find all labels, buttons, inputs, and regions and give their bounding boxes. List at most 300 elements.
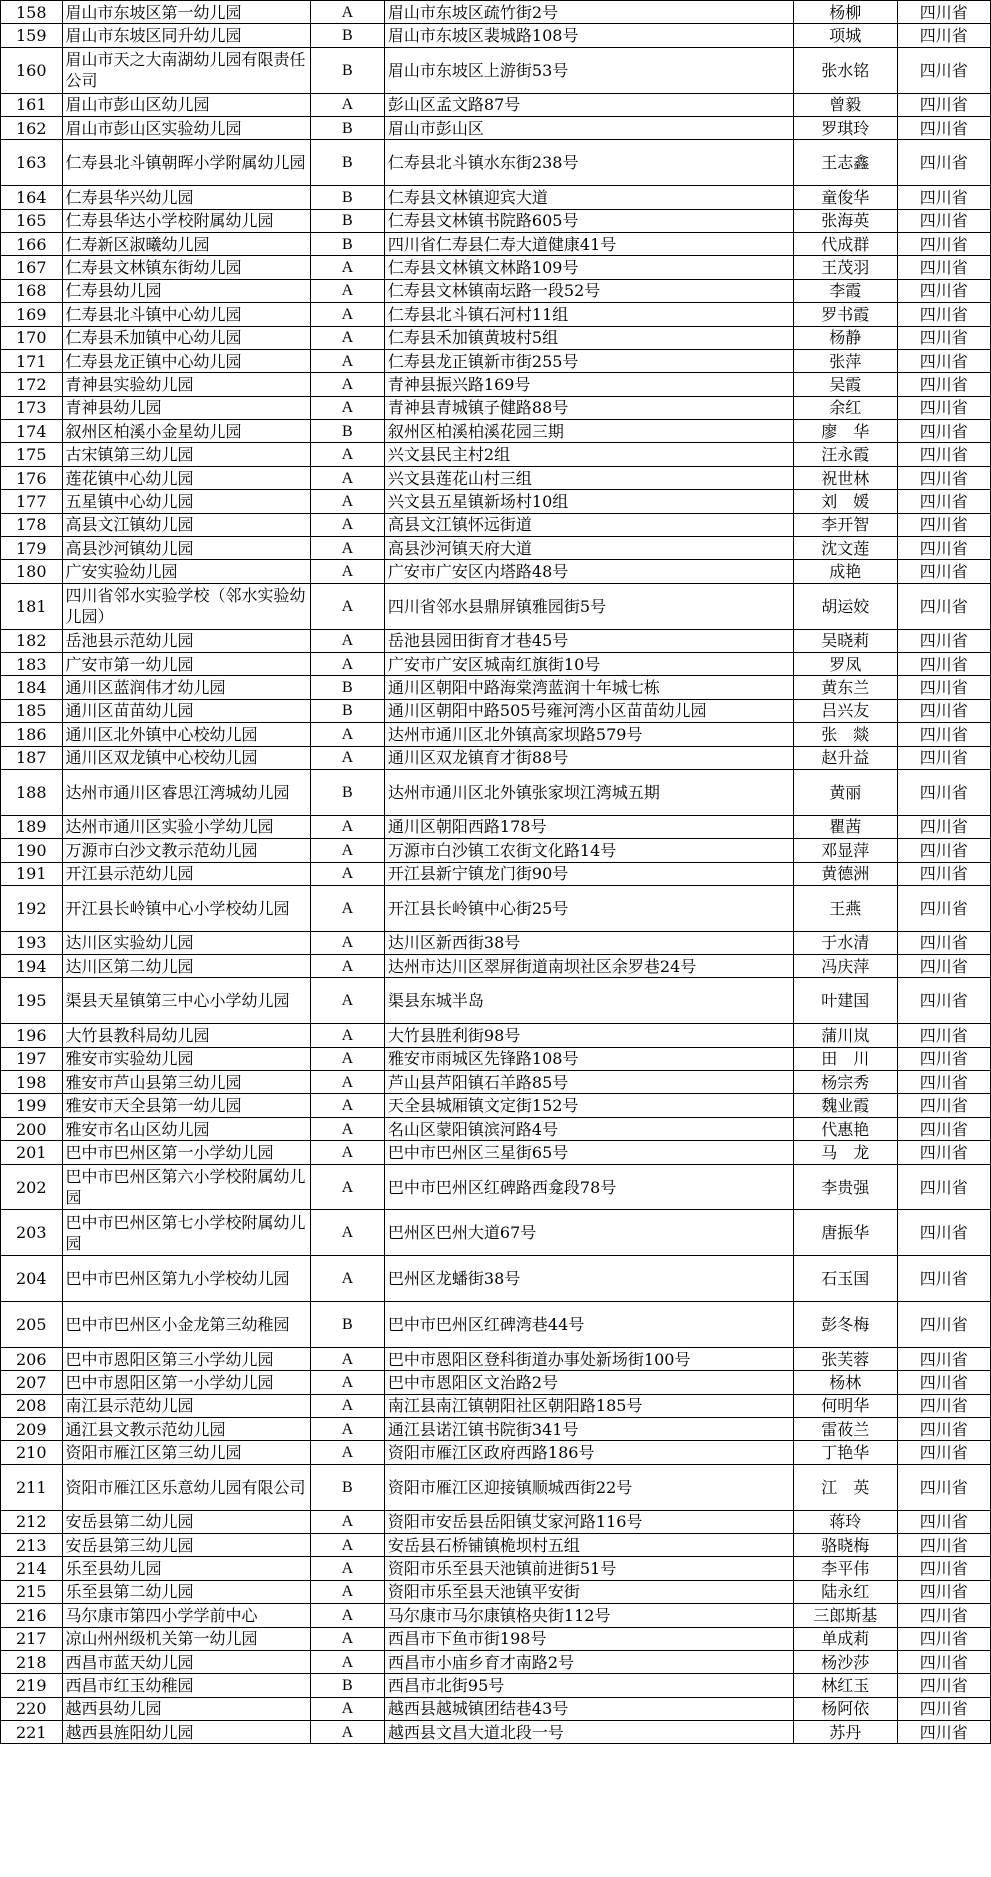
grade-cell: B bbox=[310, 209, 384, 232]
grade-cell: A bbox=[310, 1697, 384, 1720]
province-cell: 四川省 bbox=[897, 931, 990, 954]
province-cell: 四川省 bbox=[897, 1094, 990, 1117]
kindergarten-name-cell: 巴中市恩阳区第一小学幼儿园 bbox=[62, 1371, 310, 1394]
grade-cell: A bbox=[310, 537, 384, 560]
address-cell: 资阳市安岳县岳阳镇艾家河路116号 bbox=[384, 1510, 793, 1533]
address-cell: 资阳市乐至县天池镇前进街51号 bbox=[384, 1557, 793, 1580]
grade-cell: A bbox=[310, 862, 384, 885]
grade-cell: B bbox=[310, 1464, 384, 1510]
contact-person-cell: 雷莜兰 bbox=[793, 1417, 897, 1440]
address-cell: 越西县文昌大道北段一号 bbox=[384, 1721, 793, 1744]
province-cell: 四川省 bbox=[897, 1464, 990, 1510]
row-number-cell: 174 bbox=[1, 420, 63, 443]
address-cell: 名山区蒙阳镇滨河路4号 bbox=[384, 1117, 793, 1140]
grade-cell: A bbox=[310, 443, 384, 466]
address-cell: 高县沙河镇天府大道 bbox=[384, 537, 793, 560]
contact-person-cell: 李平伟 bbox=[793, 1557, 897, 1580]
table-row bbox=[1, 326, 991, 349]
province-cell: 四川省 bbox=[897, 815, 990, 838]
grade-cell: A bbox=[310, 1394, 384, 1417]
row-number-cell: 176 bbox=[1, 466, 63, 489]
province-cell: 四川省 bbox=[897, 116, 990, 139]
contact-person-cell: 罗书霞 bbox=[793, 303, 897, 326]
address-cell: 开江县新宁镇龙门街90号 bbox=[384, 862, 793, 885]
contact-person-cell: 杨柳 bbox=[793, 1, 897, 24]
table-row bbox=[1, 490, 991, 513]
row-number-cell: 162 bbox=[1, 116, 63, 139]
table-row bbox=[1, 1697, 991, 1720]
row-number-cell: 207 bbox=[1, 1371, 63, 1394]
table-row bbox=[1, 209, 991, 232]
contact-person-cell: 杨阿依 bbox=[793, 1697, 897, 1720]
address-cell: 仁寿县北斗镇石河村11组 bbox=[384, 303, 793, 326]
table-row bbox=[1, 1094, 991, 1117]
row-number-cell: 194 bbox=[1, 955, 63, 978]
grade-cell: A bbox=[310, 931, 384, 954]
address-cell: 眉山市东坡区裴城路108号 bbox=[384, 24, 793, 47]
kindergarten-name-cell: 资阳市雁江区第三幼儿园 bbox=[62, 1441, 310, 1464]
table-row bbox=[1, 513, 991, 536]
province-cell: 四川省 bbox=[897, 303, 990, 326]
row-number-cell: 199 bbox=[1, 1094, 63, 1117]
province-cell: 四川省 bbox=[897, 1210, 990, 1256]
address-cell: 达州市通川区北外镇张家坝江湾城五期 bbox=[384, 769, 793, 815]
contact-person-cell: 石玉国 bbox=[793, 1256, 897, 1302]
contact-person-cell: 王燕 bbox=[793, 885, 897, 931]
province-cell: 四川省 bbox=[897, 1533, 990, 1556]
row-number-cell: 221 bbox=[1, 1721, 63, 1744]
grade-cell: A bbox=[310, 1650, 384, 1673]
row-number-cell: 191 bbox=[1, 862, 63, 885]
grade-cell: A bbox=[310, 1533, 384, 1556]
table-row bbox=[1, 443, 991, 466]
row-number-cell: 164 bbox=[1, 186, 63, 209]
row-number-cell: 167 bbox=[1, 256, 63, 279]
table-row bbox=[1, 1394, 991, 1417]
kindergarten-name-cell: 大竹县教科局幼儿园 bbox=[62, 1024, 310, 1047]
row-number-cell: 190 bbox=[1, 839, 63, 862]
grade-cell: A bbox=[310, 652, 384, 675]
address-cell: 达州市通川区北外镇高家坝路579号 bbox=[384, 723, 793, 746]
grade-cell: A bbox=[310, 466, 384, 489]
row-number-cell: 192 bbox=[1, 885, 63, 931]
grade-cell: A bbox=[310, 815, 384, 838]
contact-person-cell: 骆晓梅 bbox=[793, 1533, 897, 1556]
row-number-cell: 158 bbox=[1, 1, 63, 24]
kindergarten-name-cell: 仁寿县文林镇东街幼儿园 bbox=[62, 256, 310, 279]
address-cell: 通川区朝阳中路505号雍河湾小区苗苗幼儿园 bbox=[384, 699, 793, 722]
table-row bbox=[1, 140, 991, 186]
contact-person-cell: 丁艳华 bbox=[793, 1441, 897, 1464]
address-cell: 资阳市雁江区迎接镇顺城西街22号 bbox=[384, 1464, 793, 1510]
grade-cell: B bbox=[310, 699, 384, 722]
row-number-cell: 208 bbox=[1, 1394, 63, 1417]
table-row bbox=[1, 1604, 991, 1627]
province-cell: 四川省 bbox=[897, 349, 990, 372]
address-cell: 兴文县五星镇新场村10组 bbox=[384, 490, 793, 513]
grade-cell: A bbox=[310, 373, 384, 396]
contact-person-cell: 李霞 bbox=[793, 279, 897, 302]
row-number-cell: 206 bbox=[1, 1347, 63, 1370]
contact-person-cell: 马 龙 bbox=[793, 1141, 897, 1164]
address-cell: 通川区双龙镇育才街88号 bbox=[384, 746, 793, 769]
grade-cell: B bbox=[310, 769, 384, 815]
grade-cell: A bbox=[310, 723, 384, 746]
table-row bbox=[1, 256, 991, 279]
address-cell: 仁寿县北斗镇水东街238号 bbox=[384, 140, 793, 186]
table-row bbox=[1, 955, 991, 978]
row-number-cell: 185 bbox=[1, 699, 63, 722]
province-cell: 四川省 bbox=[897, 537, 990, 560]
grade-cell: A bbox=[310, 326, 384, 349]
contact-person-cell: 黄德洲 bbox=[793, 862, 897, 885]
table-row bbox=[1, 839, 991, 862]
contact-person-cell: 吕兴友 bbox=[793, 699, 897, 722]
address-cell: 兴文县民主村2组 bbox=[384, 443, 793, 466]
table-row bbox=[1, 466, 991, 489]
row-number-cell: 179 bbox=[1, 537, 63, 560]
address-cell: 彭山区孟文路87号 bbox=[384, 93, 793, 116]
province-cell: 四川省 bbox=[897, 420, 990, 443]
row-number-cell: 188 bbox=[1, 769, 63, 815]
province-cell: 四川省 bbox=[897, 1164, 990, 1210]
table-row bbox=[1, 560, 991, 583]
province-cell: 四川省 bbox=[897, 373, 990, 396]
table-body bbox=[1, 1, 991, 1744]
table-row bbox=[1, 1510, 991, 1533]
table-row bbox=[1, 769, 991, 815]
kindergarten-name-cell: 眉山市彭山区实验幼儿园 bbox=[62, 116, 310, 139]
address-cell: 仁寿县龙正镇新市街255号 bbox=[384, 349, 793, 372]
grade-cell: A bbox=[310, 1071, 384, 1094]
grade-cell: B bbox=[310, 232, 384, 255]
table-row bbox=[1, 978, 991, 1024]
table-row bbox=[1, 652, 991, 675]
row-number-cell: 169 bbox=[1, 303, 63, 326]
table-row bbox=[1, 723, 991, 746]
kindergarten-name-cell: 四川省邻水实验学校（邻水实验幼儿园） bbox=[62, 583, 310, 629]
province-cell: 四川省 bbox=[897, 1047, 990, 1070]
grade-cell: A bbox=[310, 885, 384, 931]
address-cell: 越西县越城镇团结巷43号 bbox=[384, 1697, 793, 1720]
address-cell: 通川区朝阳中路海棠湾蓝润十年城七栋 bbox=[384, 676, 793, 699]
contact-person-cell: 汪永霞 bbox=[793, 443, 897, 466]
province-cell: 四川省 bbox=[897, 1417, 990, 1440]
grade-cell: A bbox=[310, 1604, 384, 1627]
contact-person-cell: 江 英 bbox=[793, 1464, 897, 1510]
address-cell: 叙州区柏溪柏溪花园三期 bbox=[384, 420, 793, 443]
contact-person-cell: 唐振华 bbox=[793, 1210, 897, 1256]
contact-person-cell: 林红玉 bbox=[793, 1674, 897, 1697]
province-cell: 四川省 bbox=[897, 769, 990, 815]
grade-cell: A bbox=[310, 839, 384, 862]
row-number-cell: 195 bbox=[1, 978, 63, 1024]
kindergarten-name-cell: 达州市通川区实验小学幼儿园 bbox=[62, 815, 310, 838]
grade-cell: A bbox=[310, 1721, 384, 1744]
row-number-cell: 165 bbox=[1, 209, 63, 232]
table-row bbox=[1, 1371, 991, 1394]
grade-cell: A bbox=[310, 1, 384, 24]
province-cell: 四川省 bbox=[897, 676, 990, 699]
row-number-cell: 161 bbox=[1, 93, 63, 116]
row-number-cell: 193 bbox=[1, 931, 63, 954]
address-cell: 资阳市乐至县天池镇平安街 bbox=[384, 1580, 793, 1603]
kindergarten-name-cell: 马尔康市第四小学学前中心 bbox=[62, 1604, 310, 1627]
grade-cell: A bbox=[310, 1371, 384, 1394]
kindergarten-name-cell: 五星镇中心幼儿园 bbox=[62, 490, 310, 513]
province-cell: 四川省 bbox=[897, 466, 990, 489]
kindergarten-name-cell: 安岳县第二幼儿园 bbox=[62, 1510, 310, 1533]
row-number-cell: 170 bbox=[1, 326, 63, 349]
table-row bbox=[1, 1627, 991, 1650]
kindergarten-name-cell: 巴中市巴州区第七小学校附属幼儿园 bbox=[62, 1210, 310, 1256]
table-row bbox=[1, 1047, 991, 1070]
table-row bbox=[1, 1464, 991, 1510]
kindergarten-name-cell: 仁寿县北斗镇朝晖小学附属幼儿园 bbox=[62, 140, 310, 186]
contact-person-cell: 蒋玲 bbox=[793, 1510, 897, 1533]
grade-cell: A bbox=[310, 1347, 384, 1370]
row-number-cell: 216 bbox=[1, 1604, 63, 1627]
contact-person-cell: 张萍 bbox=[793, 349, 897, 372]
row-number-cell: 186 bbox=[1, 723, 63, 746]
kindergarten-name-cell: 眉山市东坡区同升幼儿园 bbox=[62, 24, 310, 47]
address-cell: 巴中市巴州区三星街65号 bbox=[384, 1141, 793, 1164]
kindergarten-name-cell: 叙州区柏溪小金星幼儿园 bbox=[62, 420, 310, 443]
province-cell: 四川省 bbox=[897, 862, 990, 885]
kindergarten-name-cell: 乐至县幼儿园 bbox=[62, 1557, 310, 1580]
table-row bbox=[1, 116, 991, 139]
row-number-cell: 196 bbox=[1, 1024, 63, 1047]
address-cell: 万源市白沙镇工农街文化路14号 bbox=[384, 839, 793, 862]
province-cell: 四川省 bbox=[897, 1674, 990, 1697]
grade-cell: A bbox=[310, 1210, 384, 1256]
contact-person-cell: 李开智 bbox=[793, 513, 897, 536]
row-number-cell: 189 bbox=[1, 815, 63, 838]
contact-person-cell: 罗凤 bbox=[793, 652, 897, 675]
grade-cell: A bbox=[310, 1094, 384, 1117]
grade-cell: A bbox=[310, 279, 384, 302]
grade-cell: A bbox=[310, 1441, 384, 1464]
contact-person-cell: 张 燚 bbox=[793, 723, 897, 746]
grade-cell: A bbox=[310, 629, 384, 652]
table-row bbox=[1, 537, 991, 560]
table-row bbox=[1, 24, 991, 47]
province-cell: 四川省 bbox=[897, 1, 990, 24]
kindergarten-name-cell: 越西县幼儿园 bbox=[62, 1697, 310, 1720]
table-row bbox=[1, 373, 991, 396]
contact-person-cell: 胡运姣 bbox=[793, 583, 897, 629]
table-row bbox=[1, 885, 991, 931]
grade-cell: A bbox=[310, 583, 384, 629]
grade-cell: B bbox=[310, 1302, 384, 1348]
row-number-cell: 173 bbox=[1, 396, 63, 419]
province-cell: 四川省 bbox=[897, 885, 990, 931]
grade-cell: B bbox=[310, 140, 384, 186]
row-number-cell: 182 bbox=[1, 629, 63, 652]
contact-person-cell: 杨沙莎 bbox=[793, 1650, 897, 1673]
province-cell: 四川省 bbox=[897, 24, 990, 47]
kindergarten-name-cell: 高县文江镇幼儿园 bbox=[62, 513, 310, 536]
province-cell: 四川省 bbox=[897, 1347, 990, 1370]
table-row bbox=[1, 583, 991, 629]
table-row bbox=[1, 232, 991, 255]
kindergarten-name-cell: 仁寿县北斗镇中心幼儿园 bbox=[62, 303, 310, 326]
province-cell: 四川省 bbox=[897, 723, 990, 746]
province-cell: 四川省 bbox=[897, 629, 990, 652]
contact-person-cell: 瞿茜 bbox=[793, 815, 897, 838]
contact-person-cell: 罗琪玲 bbox=[793, 116, 897, 139]
address-cell: 仁寿县文林镇迎宾大道 bbox=[384, 186, 793, 209]
kindergarten-name-cell: 巴中市巴州区小金龙第三幼稚园 bbox=[62, 1302, 310, 1348]
province-cell: 四川省 bbox=[897, 1557, 990, 1580]
row-number-cell: 184 bbox=[1, 676, 63, 699]
kindergarten-name-cell: 雅安市实验幼儿园 bbox=[62, 1047, 310, 1070]
grade-cell: A bbox=[310, 1024, 384, 1047]
contact-person-cell: 杨静 bbox=[793, 326, 897, 349]
contact-person-cell: 王志鑫 bbox=[793, 140, 897, 186]
address-cell: 开江县长岭镇中心街25号 bbox=[384, 885, 793, 931]
grade-cell: A bbox=[310, 1580, 384, 1603]
province-cell: 四川省 bbox=[897, 699, 990, 722]
address-cell: 西昌市小庙乡育才南路2号 bbox=[384, 1650, 793, 1673]
address-cell: 资阳市雁江区政府西路186号 bbox=[384, 1441, 793, 1464]
row-number-cell: 212 bbox=[1, 1510, 63, 1533]
table-row bbox=[1, 186, 991, 209]
kindergarten-name-cell: 乐至县第二幼儿园 bbox=[62, 1580, 310, 1603]
contact-person-cell: 王茂羽 bbox=[793, 256, 897, 279]
grade-cell: A bbox=[310, 256, 384, 279]
kindergarten-name-cell: 高县沙河镇幼儿园 bbox=[62, 537, 310, 560]
kindergarten-name-cell: 巴中市巴州区第九小学校幼儿园 bbox=[62, 1256, 310, 1302]
kindergarten-name-cell: 南江县示范幼儿园 bbox=[62, 1394, 310, 1417]
address-cell: 芦山县芦阳镇石羊路85号 bbox=[384, 1071, 793, 1094]
address-cell: 达川区新西街38号 bbox=[384, 931, 793, 954]
kindergarten-name-cell: 仁寿县龙正镇中心幼儿园 bbox=[62, 349, 310, 372]
grade-cell: A bbox=[310, 560, 384, 583]
contact-person-cell: 张水铭 bbox=[793, 47, 897, 93]
address-cell: 马尔康市马尔康镇格央街112号 bbox=[384, 1604, 793, 1627]
address-cell: 广安市广安区内塔路48号 bbox=[384, 560, 793, 583]
address-cell: 仁寿县文林镇书院路605号 bbox=[384, 209, 793, 232]
row-number-cell: 218 bbox=[1, 1650, 63, 1673]
row-number-cell: 210 bbox=[1, 1441, 63, 1464]
kindergarten-name-cell: 仁寿县华兴幼儿园 bbox=[62, 186, 310, 209]
contact-person-cell: 余红 bbox=[793, 396, 897, 419]
table-row bbox=[1, 1024, 991, 1047]
province-cell: 四川省 bbox=[897, 1604, 990, 1627]
contact-person-cell: 魏业霞 bbox=[793, 1094, 897, 1117]
row-number-cell: 211 bbox=[1, 1464, 63, 1510]
province-cell: 四川省 bbox=[897, 93, 990, 116]
grade-cell: B bbox=[310, 47, 384, 93]
row-number-cell: 160 bbox=[1, 47, 63, 93]
province-cell: 四川省 bbox=[897, 1721, 990, 1744]
contact-person-cell: 赵升益 bbox=[793, 746, 897, 769]
address-cell: 巴中市恩阳区文治路2号 bbox=[384, 1371, 793, 1394]
kindergarten-name-cell: 达川区实验幼儿园 bbox=[62, 931, 310, 954]
contact-person-cell: 叶建国 bbox=[793, 978, 897, 1024]
table-row bbox=[1, 931, 991, 954]
province-cell: 四川省 bbox=[897, 1141, 990, 1164]
contact-person-cell: 陆永红 bbox=[793, 1580, 897, 1603]
contact-person-cell: 单成莉 bbox=[793, 1627, 897, 1650]
contact-person-cell: 张海英 bbox=[793, 209, 897, 232]
row-number-cell: 175 bbox=[1, 443, 63, 466]
row-number-cell: 202 bbox=[1, 1164, 63, 1210]
table-row bbox=[1, 1721, 991, 1744]
province-cell: 四川省 bbox=[897, 47, 990, 93]
address-cell: 高县文江镇怀远街道 bbox=[384, 513, 793, 536]
table-row bbox=[1, 303, 991, 326]
table-row bbox=[1, 1164, 991, 1210]
address-cell: 渠县东城半岛 bbox=[384, 978, 793, 1024]
province-cell: 四川省 bbox=[897, 443, 990, 466]
row-number-cell: 197 bbox=[1, 1047, 63, 1070]
kindergarten-name-cell: 资阳市雁江区乐意幼儿园有限公司 bbox=[62, 1464, 310, 1510]
address-cell: 青神县振兴路169号 bbox=[384, 373, 793, 396]
kindergarten-name-cell: 广安市第一幼儿园 bbox=[62, 652, 310, 675]
row-number-cell: 187 bbox=[1, 746, 63, 769]
province-cell: 四川省 bbox=[897, 1302, 990, 1348]
address-cell: 通川区朝阳西路178号 bbox=[384, 815, 793, 838]
table-row bbox=[1, 629, 991, 652]
row-number-cell: 209 bbox=[1, 1417, 63, 1440]
table-row bbox=[1, 862, 991, 885]
table-row bbox=[1, 1302, 991, 1348]
contact-person-cell: 沈文莲 bbox=[793, 537, 897, 560]
address-cell: 眉山市东坡区上游街53号 bbox=[384, 47, 793, 93]
kindergarten-name-cell: 古宋镇第三幼儿园 bbox=[62, 443, 310, 466]
row-number-cell: 180 bbox=[1, 560, 63, 583]
row-number-cell: 214 bbox=[1, 1557, 63, 1580]
address-cell: 安岳县石桥铺镇桅坝村五组 bbox=[384, 1533, 793, 1556]
address-cell: 西昌市下鱼市街198号 bbox=[384, 1627, 793, 1650]
kindergarten-name-cell: 雅安市名山区幼儿园 bbox=[62, 1117, 310, 1140]
province-cell: 四川省 bbox=[897, 186, 990, 209]
contact-person-cell: 廖 华 bbox=[793, 420, 897, 443]
row-number-cell: 163 bbox=[1, 140, 63, 186]
grade-cell: A bbox=[310, 1047, 384, 1070]
province-cell: 四川省 bbox=[897, 839, 990, 862]
table-row bbox=[1, 1441, 991, 1464]
contact-person-cell: 冯庆萍 bbox=[793, 955, 897, 978]
province-cell: 四川省 bbox=[897, 1071, 990, 1094]
address-cell: 巴中市巴州区红碑湾巷44号 bbox=[384, 1302, 793, 1348]
address-cell: 广安市广安区城南红旗街10号 bbox=[384, 652, 793, 675]
table-row bbox=[1, 1071, 991, 1094]
row-number-cell: 183 bbox=[1, 652, 63, 675]
kindergarten-name-cell: 眉山市彭山区幼儿园 bbox=[62, 93, 310, 116]
address-cell: 仁寿县文林镇南坛路一段52号 bbox=[384, 279, 793, 302]
address-cell: 天全县城厢镇文定街152号 bbox=[384, 1094, 793, 1117]
row-number-cell: 171 bbox=[1, 349, 63, 372]
province-cell: 四川省 bbox=[897, 1627, 990, 1650]
row-number-cell: 213 bbox=[1, 1533, 63, 1556]
province-cell: 四川省 bbox=[897, 490, 990, 513]
kindergarten-name-cell: 青神县实验幼儿园 bbox=[62, 373, 310, 396]
province-cell: 四川省 bbox=[897, 1256, 990, 1302]
grade-cell: A bbox=[310, 1557, 384, 1580]
province-cell: 四川省 bbox=[897, 1580, 990, 1603]
province-cell: 四川省 bbox=[897, 326, 990, 349]
table-row bbox=[1, 1557, 991, 1580]
row-number-cell: 159 bbox=[1, 24, 63, 47]
province-cell: 四川省 bbox=[897, 978, 990, 1024]
table-row bbox=[1, 1650, 991, 1673]
address-cell: 巴州区巴州大道67号 bbox=[384, 1210, 793, 1256]
kindergarten-name-cell: 仁寿新区淑曦幼儿园 bbox=[62, 232, 310, 255]
address-cell: 雅安市雨城区先锋路108号 bbox=[384, 1047, 793, 1070]
